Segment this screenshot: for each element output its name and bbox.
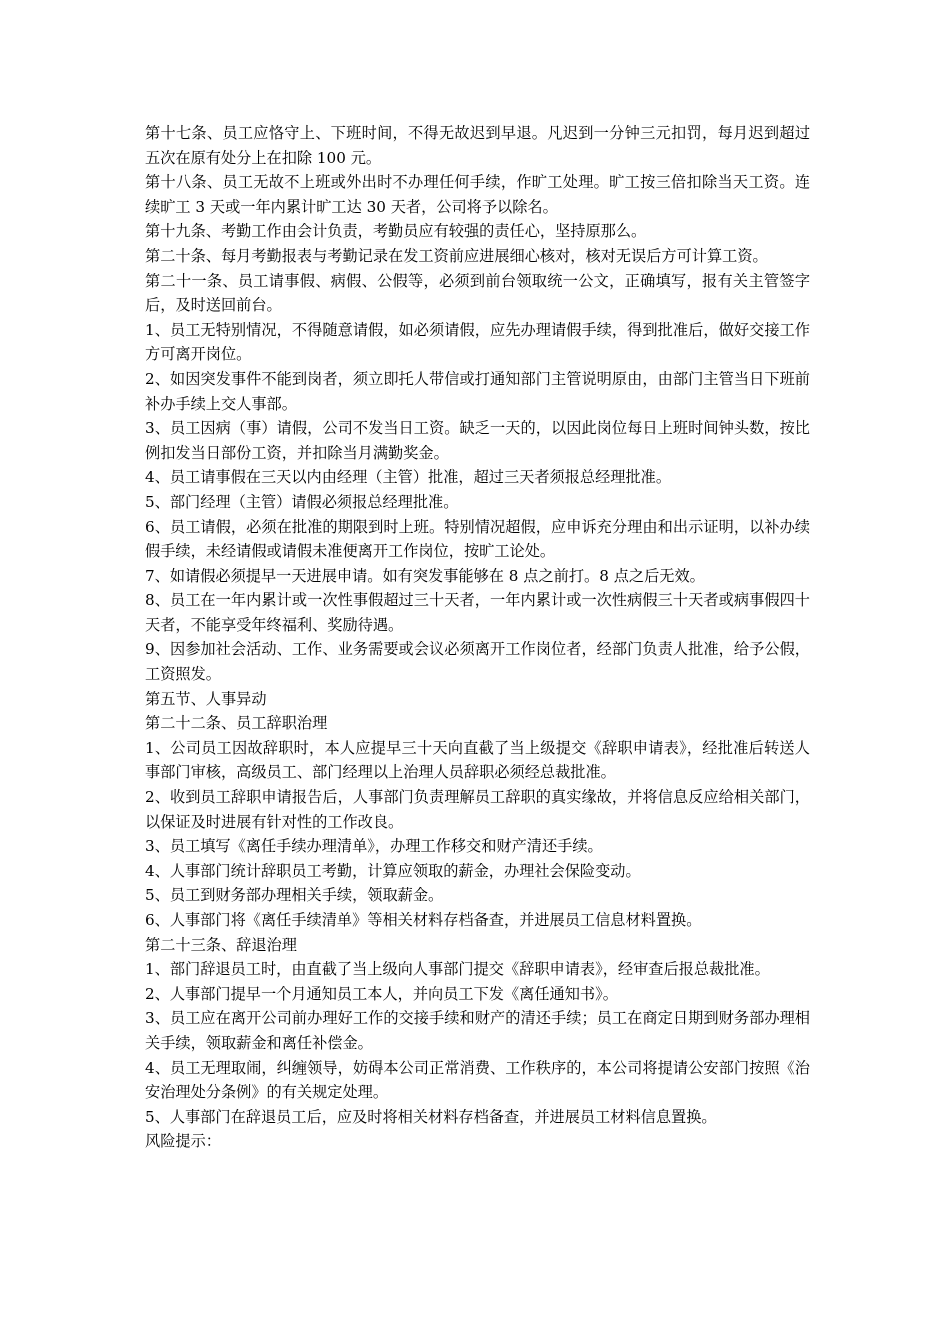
paragraph-leave-item-6: 6、员工请假，必须在批准的期限到时上班。特别情况超假，应申诉充分理由和出示证明，以补办续假手续，未经请假或请假未准便离开工作岗位，按旷工论处。 <box>145 517 810 561</box>
paragraph-leave-item-7: 7、如请假必须提早一天进展申请。如有突发事能够在 8 点之前打。8 点之后无效。 <box>145 566 705 585</box>
paragraph-article-21: 第二十一条、员工请事假、病假、公假等，必须到前台领取统一公文，正确填写，报有关主管签字后，及时送回前台。 <box>145 271 810 315</box>
paragraph-resign-item-4: 4、人事部门统计辞职员工考勤，计算应领取的薪金，办理社会保险变动。 <box>145 861 641 880</box>
paragraph-article-20: 第二十条、每月考勤报表与考勤记录在发工资前应进展细心核对，核对无误后方可计算工资。 <box>145 246 768 265</box>
paragraph-dismiss-item-2: 2、人事部门提早一个月通知员工本人，并向员工下发《离任通知书》。 <box>145 984 618 1003</box>
paragraph-leave-item-5: 5、部门经理（主管）请假必须报总经理批准。 <box>145 492 459 511</box>
paragraph-leave-item-1: 1、员工无特别情况，不得随意请假，如必须请假，应先办理请假手续，得到批准后，做好交接工作方可离开岗位。 <box>145 320 810 364</box>
paragraph-dismiss-item-1: 1、部门辞退员工时，由直截了当上级向人事部门提交《辞职申请表》，经审查后报总裁批准。 <box>145 960 770 979</box>
paragraph-article-19: 第十九条、考勤工作由会计负责，考勤员应有较强的责任心，坚持原那么。 <box>145 222 647 241</box>
paragraph-dismiss-item-5: 5、人事部门在辞退员工后，应及时将相关材料存档备查，并进展员工材料信息置换。 <box>145 1107 717 1126</box>
paragraph-resign-item-6: 6、人事部门将《离任手续清单》等相关材料存档备查，并进展员工信息材料置换。 <box>145 911 702 929</box>
paragraph-resign-item-3: 3、员工填写《离任手续办理清单》，办理工作移交和财产清还手续。 <box>145 837 603 856</box>
paragraph-article-23: 第二十三条、辞退治理 <box>145 935 297 954</box>
paragraph-article-17: 第十七条、员工应恪守上、下班时间，不得无故迟到早退。凡迟到一分钟三元扣罚，每月迟到超过五次在原有处分上在扣除 100 元。 <box>145 124 810 167</box>
paragraph-leave-item-9: 9、因参加社会活动、工作、业务需要或会议必须离开工作岗位者，经部门负责人批准，给予公假，工资照发。 <box>145 640 810 684</box>
paragraph-dismiss-item-3: 3、员工应在离开公司前办理好工作的交接手续和财产的清还手续；员工在商定日期到财务部办理相关手续，领取薪金和离任补偿金。 <box>145 1009 810 1052</box>
paragraph-leave-item-8: 8、员工在一年内累计或一次性事假超过三十天者，一年内累计或一次性病假三十天者或病事假四十天者，不能享受年终福利、奖励待遇。 <box>145 591 810 634</box>
paragraph-resign-item-1: 1、公司员工因故辞职时，本人应提早三十天向直截了当上级提交《辞职申请表》，经批准后转送人事部门审核，高级员工、部门经理以上治理人员辞职必须经总裁批准。 <box>145 738 810 782</box>
risk-notice-heading: 风险提示： <box>145 1132 221 1151</box>
paragraph-resign-item-2: 2、收到员工辞职申请报告后，人事部门负责理解员工辞职的真实缘故，并将信息反应给相关部门，以保证及时进展有针对性的工作改良。 <box>145 788 810 831</box>
paragraph-leave-item-4: 4、员工请事假在三天以内由经理（主管）批准，超过三天者须报总经理批准。 <box>145 468 672 487</box>
section-heading-personnel-changes: 第五节、人事异动 <box>145 689 267 708</box>
document-body <box>145 121 810 1154</box>
paragraph-dismiss-item-4: 4、员工无理取闹，纠缠领导，妨碍本公司正常消费、工作秩序的，本公司将提请公安部门按照《治安治理处分条例》的有关规定处理。 <box>145 1058 810 1102</box>
paragraph-leave-item-2: 2、如因突发事件不能到岗者，须立即托人带信或打通知部门主管说明原由，由部门主管当日下班前补办手续上交人事部。 <box>145 369 810 413</box>
paragraph-article-22: 第二十二条、员工辞职治理 <box>145 714 328 733</box>
paragraph-resign-item-5: 5、员工到财务部办理相关手续，领取薪金。 <box>145 886 444 905</box>
paragraph-article-18: 第十八条、员工无故不上班或外出时不办理任何手续，作旷工处理。旷工按三倍扣除当天工资。连续旷工 3 天或一年内累计旷工达 30 天者，公司将予以除名。 <box>145 173 810 216</box>
paragraph-leave-item-3: 3、员工因病（事）请假，公司不发当日工资。缺乏一天的，以因此岗位每日上班时间钟头数，按比例扣发当日部份工资，并扣除当月满勤奖金。 <box>145 419 810 462</box>
